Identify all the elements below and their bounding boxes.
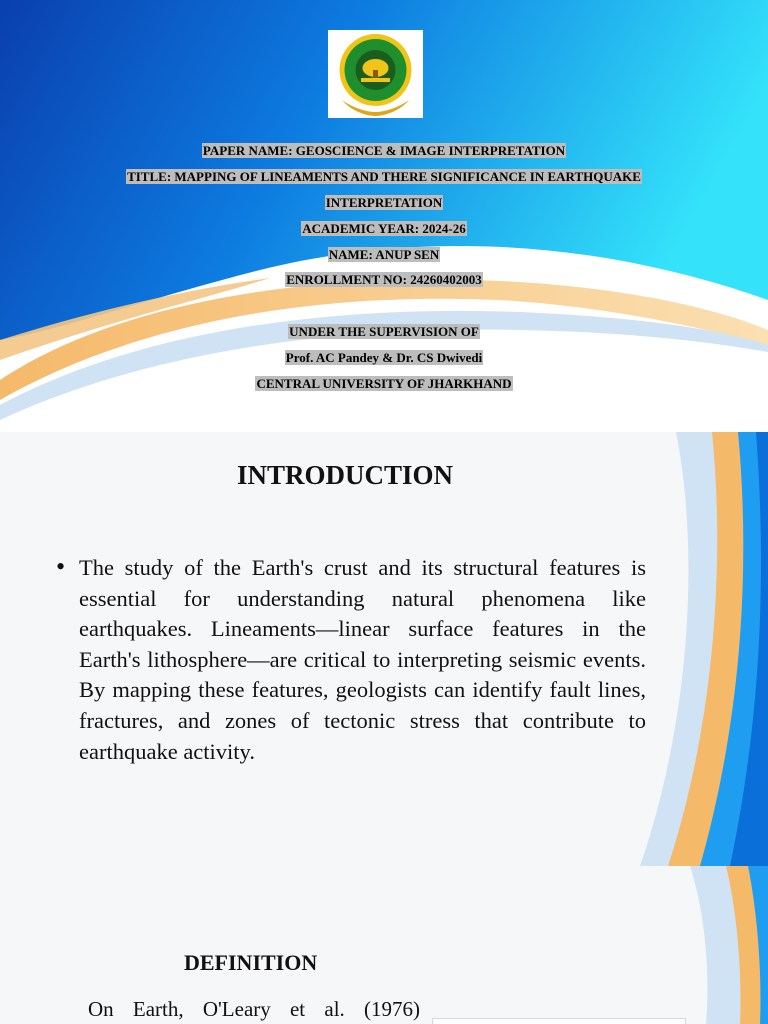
definition-text: On Earth, O'Leary et al. (1976) [88, 997, 420, 1021]
definition-image-box [432, 1018, 686, 1024]
academic-year-line: ACADEMIC YEAR: 2024-26 [302, 220, 466, 236]
title-line-continued: INTERPRETATION [325, 194, 443, 210]
definition-slide [0, 866, 768, 1024]
definition-heading: DEFINITION [184, 950, 318, 975]
bullet-icon: • [56, 552, 66, 581]
student-name-line: NAME: ANUP SEN [328, 246, 440, 262]
supervisors-line: Prof. AC Pandey & Dr. CS Dwivedi [285, 350, 483, 366]
introduction-heading: INTRODUCTION [236, 460, 454, 490]
supervision-heading: UNDER THE SUPERVISION OF [289, 324, 479, 340]
introduction-paragraph: The study of the Earth's crust and its structural features is essential for understanding natural phenomena like earthquakes. Lineaments—linear surface features in the Earth's lithosphere—are critical to interpreting seismic events. By mapping these features, geologists can identify fault lines, fractures, and zones of tectonic stress that contribute to earthquake activity. [79, 555, 646, 764]
title-block [0, 142, 768, 401]
introduction-slide [0, 432, 768, 866]
title-line: TITLE: MAPPING OF LINEAMENTS AND THERE SIGNIFICANCE IN EARTHQUAKE [127, 168, 641, 184]
title-slide [0, 0, 768, 432]
university-line: CENTRAL UNIVERSITY OF JHARKHAND [256, 376, 512, 392]
university-seal-icon [328, 30, 423, 118]
enrollment-line: ENROLLMENT NO: 24260402003 [286, 272, 482, 288]
paper-name-line: PAPER NAME: GEOSCIENCE & IMAGE INTERPRETATION [202, 143, 566, 158]
